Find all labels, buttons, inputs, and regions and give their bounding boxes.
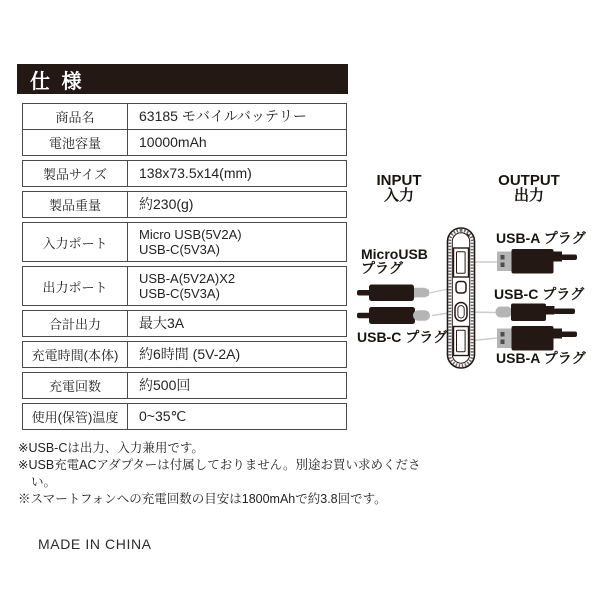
section-title-bar xyxy=(17,64,348,94)
spec-value-line: 0~35℃ xyxy=(139,408,187,424)
spec-value-line: USB-C(5V3A) xyxy=(139,242,220,257)
input-label-ja: 入力 xyxy=(383,187,414,204)
spec-row-value xyxy=(128,267,346,305)
spec-row-value xyxy=(128,342,346,367)
usb-c-plug-left-label: USB-C プラグ xyxy=(357,329,448,345)
input-label-en: INPUT xyxy=(376,172,422,189)
spec-row-value xyxy=(128,404,346,429)
section-title: 仕 様 xyxy=(30,70,85,93)
spec-row-label: 充電回数 xyxy=(23,373,128,398)
spec-row-label: 電池容量 xyxy=(23,130,128,155)
usb-a-cable-plug-bottom-icon xyxy=(497,326,577,351)
spec-value-line: 最大3A xyxy=(139,315,185,331)
spec-row xyxy=(22,103,347,130)
spec-row xyxy=(22,403,347,430)
spec-row xyxy=(22,129,347,156)
spec-value-line: 約6時間 (5V-2A) xyxy=(139,346,241,362)
usb-a-port-top-icon xyxy=(454,248,469,277)
spec-row-label: 使用(保管)温度 xyxy=(23,404,128,429)
made-in-label: MADE IN CHINA xyxy=(38,536,152,552)
footnotes xyxy=(18,440,426,508)
micro-usb-port-icon xyxy=(456,282,466,294)
micro-usb-plug-label-line1: MicroUSB xyxy=(361,246,428,262)
output-label-en: OUTPUT xyxy=(498,172,560,189)
spec-row-value xyxy=(128,223,346,261)
usb-a-plug-top-label: USB-A プラグ xyxy=(496,230,586,246)
spec-row xyxy=(22,160,347,187)
spec-table xyxy=(22,103,347,430)
input-header xyxy=(374,173,424,203)
spec-row-value xyxy=(128,104,346,129)
usb-c-cable-plug-right-icon xyxy=(496,304,576,322)
spec-value-line: 10000mAh xyxy=(139,134,207,150)
spec-row-label: 出力ポート xyxy=(23,267,128,305)
usb-c-cable-plug-left-icon xyxy=(357,307,430,324)
spec-row-value xyxy=(128,192,346,217)
spec-row-value xyxy=(128,373,346,398)
spec-row-label: 製品重量 xyxy=(23,192,128,217)
spec-row xyxy=(22,266,347,306)
spec-row-label: 入力ポート xyxy=(23,223,128,261)
micro-usb-plug-label-line2: プラグ xyxy=(361,260,403,276)
spec-row-label: 充電時間(本体) xyxy=(23,342,128,367)
output-header xyxy=(496,173,562,203)
spec-row xyxy=(22,222,347,262)
micro-usb-cable-plug-icon xyxy=(357,285,429,302)
spec-value-line: 138x73.5x14(mm) xyxy=(139,165,252,181)
spec-value-line: USB-A(5V2A)X2 xyxy=(139,271,236,286)
usb-c-plug-right-label: USB-C プラグ xyxy=(494,286,585,302)
footnote-line: ※USB充電ACアダプターは付属しておりません。別途お買い求めください。 xyxy=(18,458,421,489)
spec-row xyxy=(22,372,347,399)
usb-a-cable-plug-top-icon xyxy=(497,249,577,274)
port-diagram-graphic xyxy=(355,220,590,380)
spec-row-label: 商品名 xyxy=(23,104,128,129)
usb-a-port-bottom-icon xyxy=(454,327,469,356)
spec-value-line: 約500回 xyxy=(139,377,191,393)
footnote-line: ※USB-Cは出力、入力兼用です。 xyxy=(18,441,204,455)
spec-value-line: Micro USB(5V2A) xyxy=(139,227,242,242)
spec-row xyxy=(22,191,347,218)
footnote-line: ※スマートフォンへの充電回数の目安は1800mAhで約3.8回です。 xyxy=(18,492,387,506)
spec-row-value xyxy=(128,161,346,186)
spec-value-line: 約230(g) xyxy=(139,196,194,212)
spec-value-line: USB-C(5V3A) xyxy=(139,286,220,301)
spec-row-label: 製品サイズ xyxy=(23,161,128,186)
spec-row-label: 合計出力 xyxy=(23,311,128,336)
battery-device-icon xyxy=(448,228,475,368)
spec-row-value xyxy=(128,311,346,336)
output-label-ja: 出力 xyxy=(513,187,544,204)
spec-row xyxy=(22,310,347,337)
usb-a-plug-bottom-label: USB-A プラグ xyxy=(496,350,586,366)
spec-row-value xyxy=(128,130,346,155)
spec-value-line: 63185 モバイルバッテリー xyxy=(139,108,307,124)
spec-row xyxy=(22,341,347,368)
usb-c-port-icon xyxy=(455,303,467,322)
